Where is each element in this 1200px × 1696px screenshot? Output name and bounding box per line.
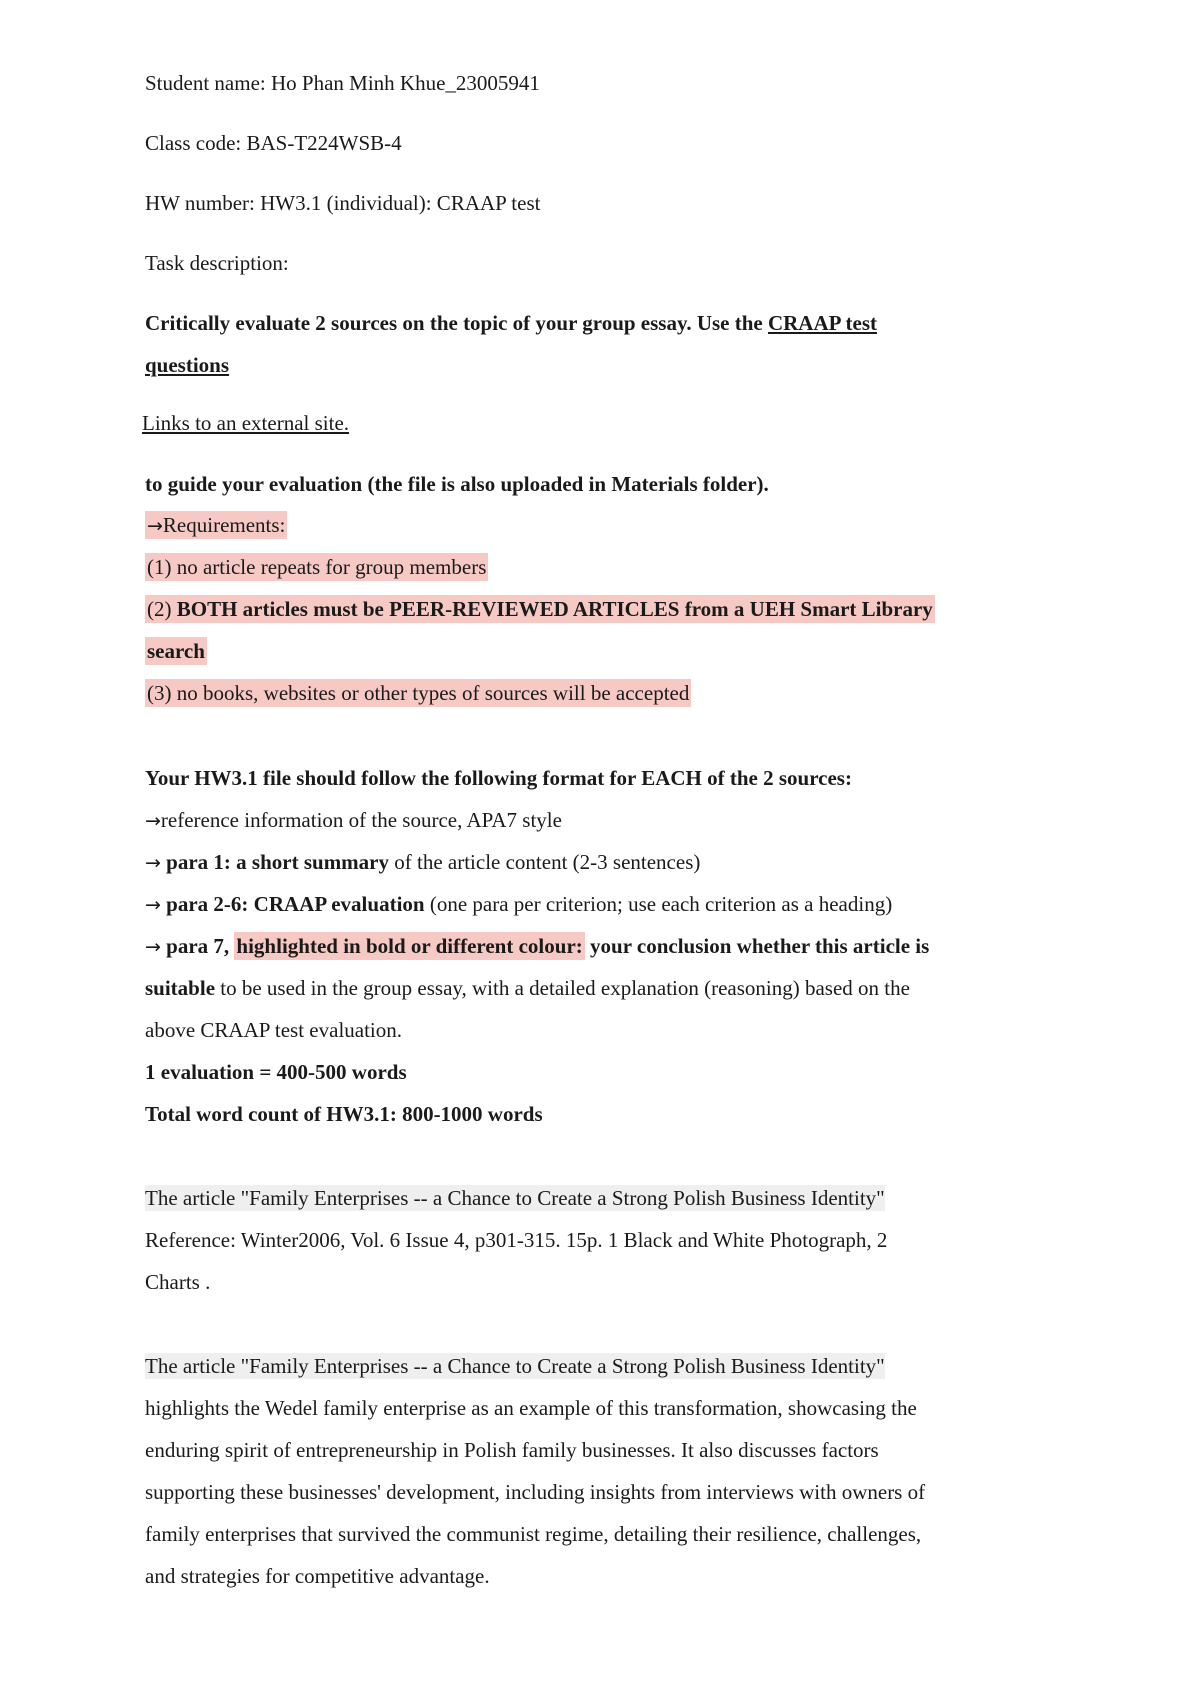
requirements-heading	[145, 512, 287, 539]
format-item-4: → para 7, highlighted in bold or different colour: your conclusion whether this article is	[145, 934, 930, 958]
summary-line-6: and strategies for competitive advantage.	[145, 1564, 490, 1588]
task-line-1	[145, 310, 877, 336]
summary-line-5: family enterprises that survived the communist regime, detailing their resilience, challenges,	[145, 1522, 922, 1546]
summary-line-4: supporting these businesses' development, including insights from interviews with owners of	[145, 1480, 926, 1504]
requirements-title: Requirements:	[162, 513, 286, 537]
arrow-icon: →	[147, 515, 163, 537]
student-name: Student name: Ho Phan Minh Khue_23005941	[145, 71, 540, 95]
summary-line-1: The article "Family Enterprises -- a Chance to Create a Strong Polish Business Identity"	[145, 1354, 885, 1378]
craap-test-link[interactable]: CRAAP test	[767, 311, 878, 335]
task-line-3: to guide your evaluation (the file is also uploaded in Materials folder).	[145, 472, 769, 496]
article-reference: Reference: Winter2006, Vol. 6 Issue 4, p301-315. 15p. 1 Black and White Photograph, 2	[145, 1228, 888, 1252]
word-count-2: Total word count of HW3.1: 800-1000 words	[145, 1102, 543, 1126]
summary-line-2: highlights the Wedel family enterprise as an example of this transformation, showcasing the	[145, 1396, 917, 1420]
requirement-2: (2) BOTH articles must be PEER-REVIEWED ARTICLES from a UEH Smart Library	[147, 597, 933, 621]
format-item-4-cont: suitable to be used in the group essay, with a detailed explanation (reasoning) based on the	[145, 976, 910, 1000]
article-reference-cont: Charts .	[145, 1270, 211, 1294]
arrow-icon: →	[145, 894, 161, 916]
arrow-icon: →	[145, 852, 161, 874]
craap-questions-link[interactable]: questions	[145, 353, 230, 377]
task-text: Critically evaluate 2 sources on the topic of your group essay. Use the	[145, 311, 768, 335]
word-count-1: 1 evaluation = 400-500 words	[145, 1060, 407, 1084]
requirement-1: (1) no article repeats for group members	[147, 555, 487, 579]
format-item-3: → para 2-6: CRAAP evaluation (one para per criterion; use each criterion as a heading)	[145, 892, 893, 916]
format-item-1: →reference information of the source, APA7 style	[145, 808, 562, 832]
requirement-3: (3) no books, websites or other types of sources will be accepted	[147, 681, 690, 705]
requirement-2-cont: search	[147, 639, 205, 663]
format-heading: Your HW3.1 file should follow the following format for EACH of the 2 sources:	[145, 766, 852, 790]
summary-line-3: enduring spirit of entrepreneurship in Polish family businesses. It also discusses factors	[145, 1438, 879, 1462]
format-item-4-cont2: above CRAAP test evaluation.	[145, 1018, 403, 1042]
task-description-label: Task description:	[145, 251, 289, 275]
article-title: The article "Family Enterprises -- a Chance to Create a Strong Polish Business Identity"	[145, 1186, 885, 1210]
arrow-icon: →	[145, 810, 161, 832]
highlighted-text: highlighted in bold or different colour:	[236, 934, 583, 958]
class-code: Class code: BAS-T224WSB-4	[145, 131, 402, 155]
hw-number: HW number: HW3.1 (individual): CRAAP test	[145, 191, 541, 215]
external-site-link[interactable]: Links to an external site.	[142, 411, 350, 435]
format-item-2: → para 1: a short summary of the article content (2-3 sentences)	[145, 850, 701, 874]
arrow-icon: →	[145, 936, 161, 958]
